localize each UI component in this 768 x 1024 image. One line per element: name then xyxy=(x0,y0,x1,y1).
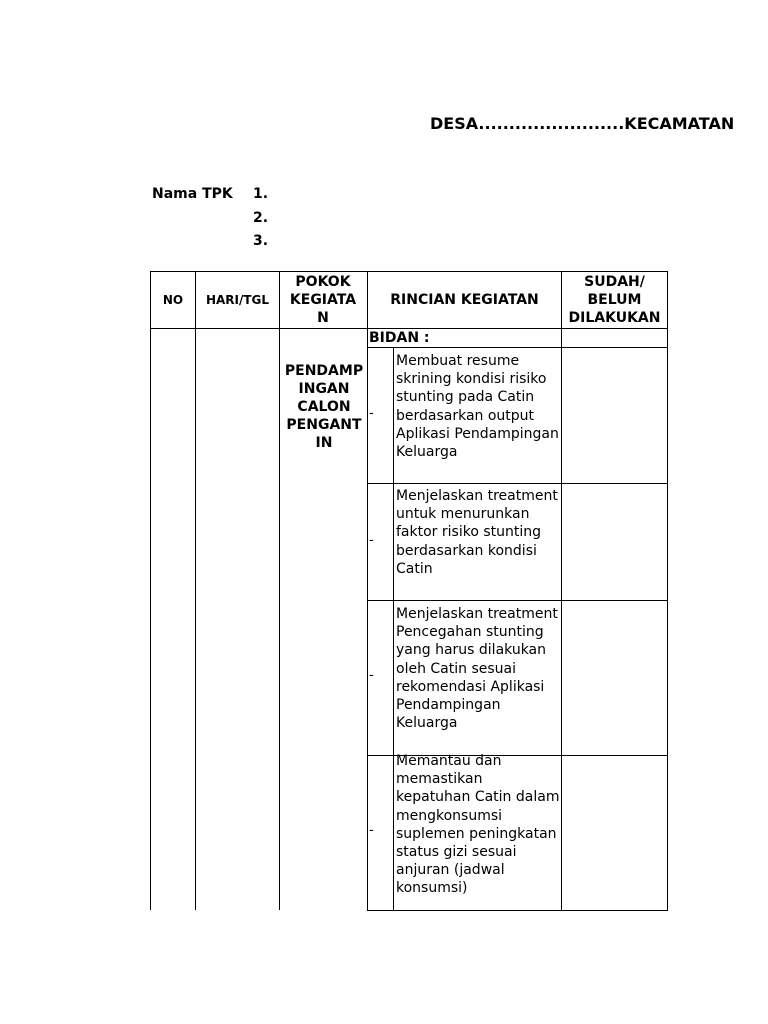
tpk-number-2: 2. xyxy=(253,210,269,226)
row-bullet: - xyxy=(369,668,374,683)
row-bullet: - xyxy=(369,533,374,548)
row-divider-1 xyxy=(367,483,668,484)
tpk-number-3: 3. xyxy=(253,233,269,249)
header-status: SUDAH/ BELUM DILAKUKAN xyxy=(568,274,661,326)
title-clip xyxy=(430,112,735,140)
col-border-no xyxy=(195,271,196,910)
col-border-rincian xyxy=(561,271,562,910)
col-border-left xyxy=(150,271,151,910)
header-no: NO xyxy=(162,293,184,307)
section-bottom-border xyxy=(367,347,668,348)
row-text: Menjelaskan treatment Pencegahan stunting yang harus dilakukan oleh Catin sesuai rekomendasi Aplikasi Pendampingan Keluarga xyxy=(396,606,558,732)
section-label-bidan: BIDAN : xyxy=(369,330,430,346)
header-rincian-kegiatan: RINCIAN KEGIATAN xyxy=(390,292,539,308)
table-bottom-border xyxy=(367,910,668,911)
header-bottom-border xyxy=(150,328,668,329)
row-text-clip xyxy=(394,748,561,910)
header-hari-tgl: HARI/TGL xyxy=(205,293,270,307)
col-border-right xyxy=(667,271,668,910)
tpk-label: Nama TPK xyxy=(152,186,233,202)
row-text: Menjelaskan treatment untuk menurunkan faktor risiko stunting berdasarkan kondisi Catin xyxy=(396,488,558,577)
page-title: DESA........................KECAMATAN xyxy=(430,114,735,133)
tpk-number-1: 1. xyxy=(253,186,269,202)
row-bullet: - xyxy=(369,823,374,838)
header-pokok-kegiatan: POKOK KEGIATA N xyxy=(289,274,357,326)
row-text: Membuat resume skrining kondisi risiko stunting pada Catin berdasarkan output Aplikasi Pendampingan Keluarga xyxy=(396,353,559,461)
topic-label: PENDAMP INGAN CALON PENGANT IN xyxy=(284,363,364,451)
row-bullet: - xyxy=(369,406,374,421)
row-divider-2 xyxy=(367,600,668,601)
row-text: Memantau dan memastikan kepatuhan Catin dalam mengkonsumsi suplemen peningkatan status gizi sesuai anjuran (jadwal konsumsi) xyxy=(396,753,560,897)
